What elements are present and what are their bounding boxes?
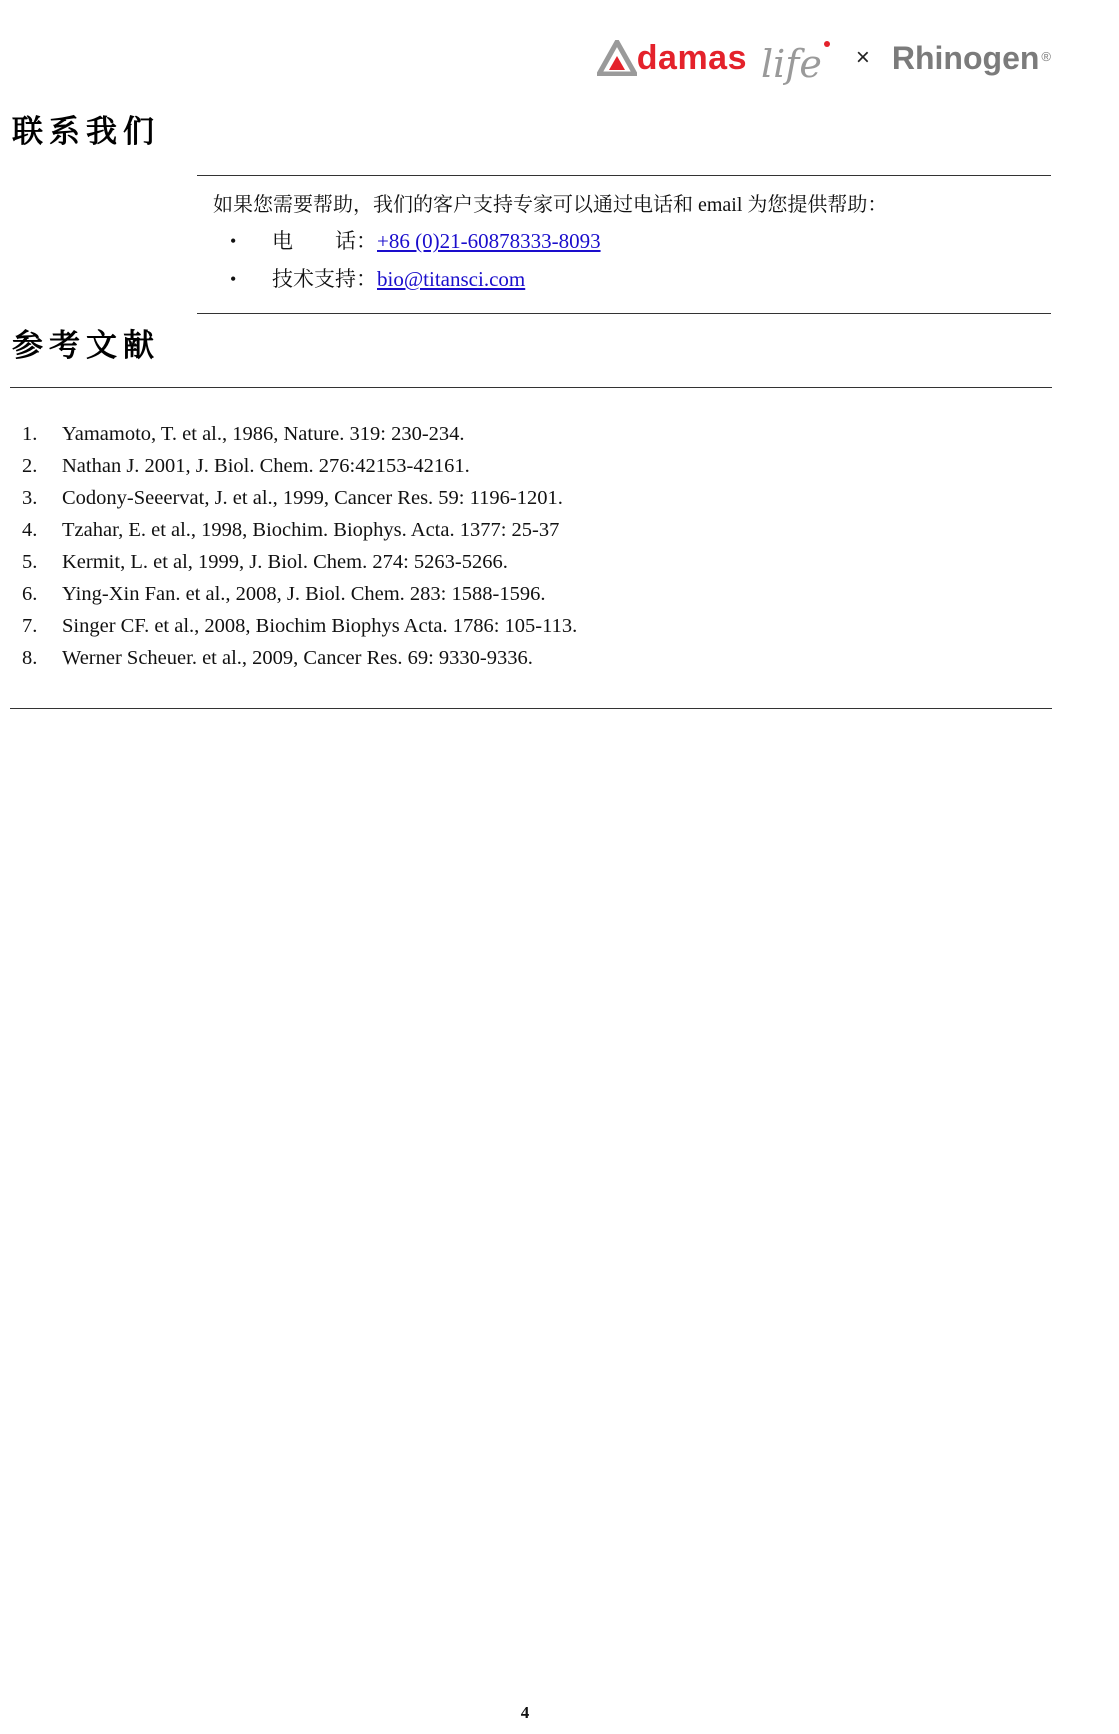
reference-text: Singer CF. et al., 2008, Biochim Biophys Acta. 1786: 105-113.	[62, 615, 578, 637]
logo-red-dot-icon	[824, 41, 830, 47]
reference-item	[22, 578, 577, 610]
reference-text: Yamamoto, T. et al., 1986, Nature. 319: 230-234.	[62, 423, 465, 445]
support-label: 技术支持：	[272, 267, 377, 291]
page-number: 4	[520, 1703, 530, 1722]
reference-item	[22, 610, 577, 642]
reference-number: 7.	[22, 615, 38, 637]
reference-text: Codony-Seeervat, J. et al., 1999, Cancer Res. 59: 1196-1201.	[62, 487, 563, 509]
bullet: •	[230, 231, 237, 251]
reference-number: 5.	[22, 551, 38, 573]
support-email-link[interactable]: bio@titansci.com	[377, 267, 526, 291]
logo-life-text: life	[761, 42, 822, 86]
reference-item	[22, 514, 577, 546]
phone-label: 电 话：	[272, 229, 377, 253]
contact-heading: 联系我们	[12, 114, 160, 150]
reference-number: 2.	[22, 455, 38, 477]
contact-phone-row	[230, 227, 601, 255]
brand-logo	[597, 30, 1051, 86]
reference-item	[22, 482, 577, 514]
adamas-triangle-icon	[597, 40, 637, 76]
contact-support-row	[230, 265, 525, 293]
reference-item	[22, 546, 577, 578]
reference-text: Kermit, L. et al, 1999, J. Biol. Chem. 274: 5263-5266.	[62, 551, 508, 573]
reference-item	[22, 450, 577, 482]
reference-number: 3.	[22, 487, 38, 509]
references-list	[22, 418, 577, 674]
logo-registered-mark: ®	[1041, 48, 1051, 64]
reference-number: 4.	[22, 519, 38, 541]
bullet: •	[230, 269, 237, 289]
reference-number: 8.	[22, 647, 38, 669]
reference-text: Tzahar, E. et al., 1998, Biochim. Biophys. Acta. 1377: 25-37	[62, 519, 560, 541]
references-top-divider	[10, 387, 1052, 388]
references-heading: 参考文献	[12, 328, 160, 364]
logo-rhinogen-text: Rhinogen	[891, 39, 1040, 76]
reference-text: Ying-Xin Fan. et al., 2008, J. Biol. Chem. 283: 1588-1596.	[62, 583, 546, 605]
references-bottom-divider	[10, 708, 1052, 709]
contact-intro: 如果您需要帮助，我们的客户支持专家可以通过电话和 email 为您提供帮助：	[213, 194, 888, 216]
logo-adamas-text: damas	[636, 38, 747, 77]
contact-bottom-divider	[197, 313, 1051, 314]
phone-link[interactable]: +86 (0)21-60878333-8093	[377, 229, 601, 253]
reference-number: 6.	[22, 583, 38, 605]
reference-text: Werner Scheuer. et al., 2009, Cancer Res. 69: 9330-9336.	[62, 647, 533, 669]
reference-item	[22, 642, 577, 674]
reference-number: 1.	[22, 423, 38, 445]
reference-text: Nathan J. 2001, J. Biol. Chem. 276:42153-42161.	[62, 455, 470, 477]
reference-item	[22, 418, 577, 450]
logo-times-sign: ×	[855, 44, 870, 71]
contact-top-divider	[197, 175, 1051, 176]
